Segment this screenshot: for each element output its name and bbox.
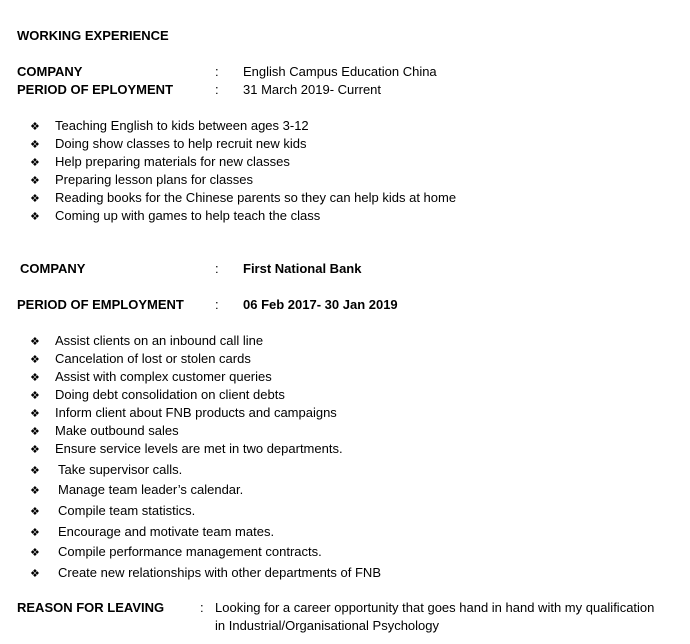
- duty-text: Compile team statistics.: [58, 503, 196, 519]
- duty-text: Assist with complex customer queries: [55, 369, 272, 384]
- duty-text: Create new relationships with other departments of FNB: [58, 565, 381, 581]
- bullet-icon: ❖: [30, 193, 40, 205]
- bullet-icon: ❖: [30, 408, 40, 420]
- job2-company-colon: :: [215, 261, 219, 276]
- bullet-icon: ❖: [30, 175, 40, 187]
- duty-text: Cancelation of lost or stolen cards: [55, 351, 251, 366]
- bullet-icon: ❖: [30, 547, 40, 560]
- duty-text: Encourage and motivate team mates.: [58, 523, 275, 539]
- job1-period-colon: :: [215, 82, 219, 97]
- bullet-icon: ❖: [30, 390, 40, 402]
- duty-text: Preparing lesson plans for classes: [55, 172, 253, 187]
- duty-text: Doing show classes to help recruit new kids: [55, 136, 307, 151]
- reason-line-2: in Industrial/Organisational Psychology: [215, 618, 440, 633]
- reason-line-1: Looking for a career opportunity that goes hand in hand with my qualification: [215, 600, 655, 615]
- bullet-icon: ❖: [30, 139, 40, 151]
- job1-company-colon: :: [215, 64, 219, 79]
- bullet-icon: ❖: [30, 426, 40, 438]
- job2-period-label: PERIOD OF EMPLOYMENT: [17, 297, 184, 312]
- job1-period-value: 31 March 2019- Current: [243, 82, 382, 97]
- bullet-icon: ❖: [30, 464, 40, 477]
- duty-text: Coming up with games to help teach the class: [55, 208, 321, 223]
- bullet-icon: ❖: [30, 485, 40, 498]
- bullet-icon: ❖: [30, 526, 40, 539]
- duty-text: Compile performance management contracts.: [58, 544, 322, 560]
- duty-text: Manage team leader’s calendar.: [58, 482, 244, 498]
- bullet-icon: ❖: [30, 506, 40, 519]
- job1-company-label: COMPANY: [17, 64, 83, 79]
- duty-text: Inform client about FNB products and campaigns: [55, 405, 337, 420]
- job2-period-colon: :: [215, 297, 219, 312]
- bullet-icon: ❖: [30, 157, 40, 169]
- duty-text: Make outbound sales: [55, 423, 179, 438]
- job2-period-value: 06 Feb 2017- 30 Jan 2019: [243, 297, 398, 312]
- reason-colon: :: [200, 600, 204, 615]
- job1-company-value: English Campus Education China: [243, 64, 437, 79]
- duty-text: Help preparing materials for new classes: [55, 154, 290, 169]
- duty-text: Doing debt consolidation on client debts: [55, 387, 285, 402]
- duty-text: Ensure service levels are met in two departments.: [55, 441, 343, 456]
- duty-text: Reading books for the Chinese parents so they can help kids at home: [55, 190, 457, 205]
- bullet-icon: ❖: [30, 372, 40, 384]
- bullet-icon: ❖: [30, 121, 40, 133]
- reason-label: REASON FOR LEAVING: [17, 600, 165, 615]
- duty-text: Take supervisor calls.: [58, 461, 183, 477]
- bullet-icon: ❖: [30, 354, 40, 366]
- job2-company-label: COMPANY: [20, 261, 86, 276]
- job1-period-label: PERIOD OF EPLOYMENT: [17, 82, 174, 97]
- duty-text: Teaching English to kids between ages 3-12: [55, 118, 309, 133]
- bullet-icon: ❖: [30, 211, 40, 223]
- duty-text: Assist clients on an inbound call line: [55, 333, 264, 348]
- section-heading: WORKING EXPERIENCE: [17, 28, 169, 43]
- bullet-icon: ❖: [30, 444, 40, 456]
- bullet-icon: ❖: [30, 568, 40, 581]
- bullet-icon: ❖: [30, 336, 40, 348]
- job2-company-value: First National Bank: [243, 261, 362, 276]
